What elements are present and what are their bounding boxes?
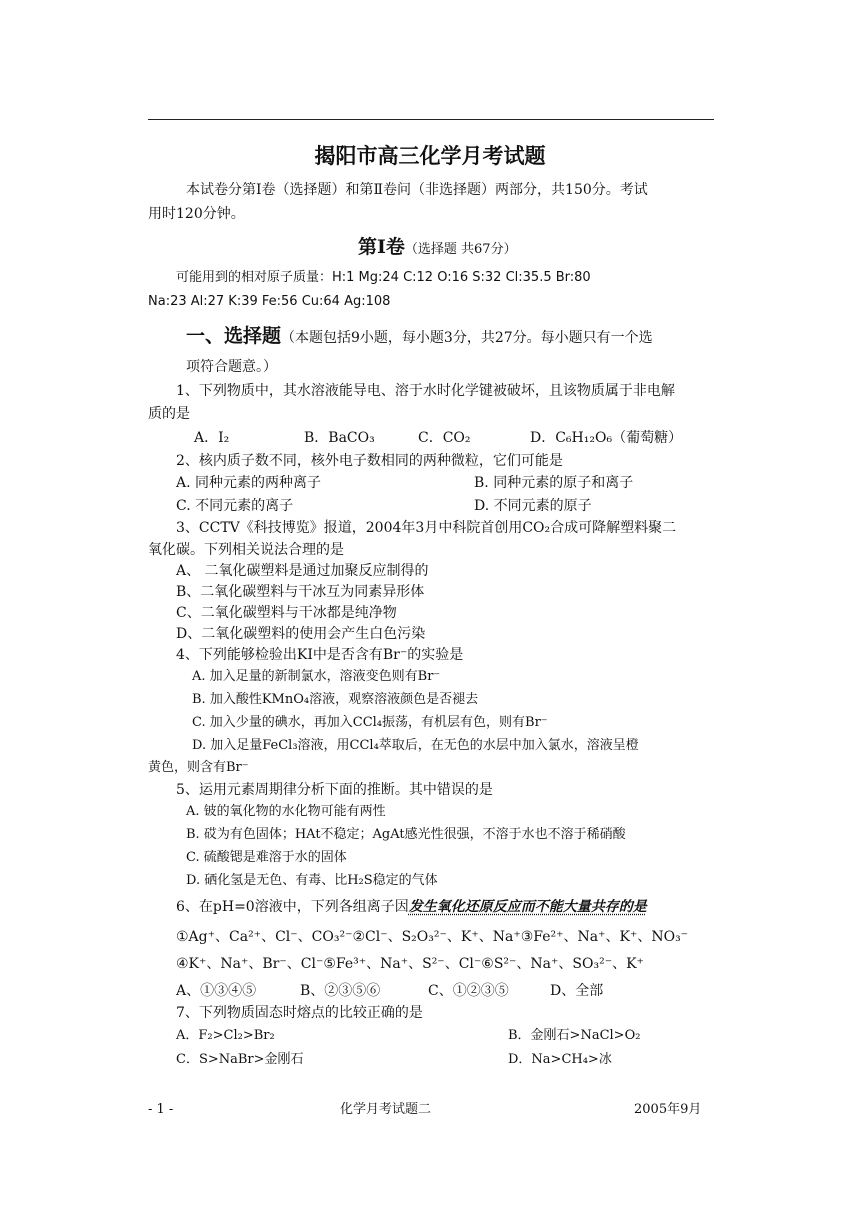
q6-stem-plain: 6、在pH=0溶液中，下列各组离子因 bbox=[176, 899, 409, 915]
q5-option-c: C. 硫酸锶是难溶于水的固体 bbox=[186, 850, 347, 865]
q3-option-c: C、二氧化碳塑料与干冰都是纯净物 bbox=[176, 605, 397, 621]
q6-option-d: D、全部 bbox=[550, 983, 604, 999]
q1-stem-1: 1、下列物质中，其水溶液能导电、溶于水时化学键被破坏，且该物质属于非电解 bbox=[176, 383, 675, 399]
footer-doc-name: 化学月考试题二 bbox=[340, 1102, 432, 1117]
q7-option-c: C．S>NaBr>金刚石 bbox=[176, 1052, 304, 1067]
q6-ion-groups-1: ①Ag⁺、Ca²⁺、Cl⁻、CO₃²⁻②Cl⁻、S₂O₃²⁻、K⁺、Na⁺③Fe²⁺、Na⁺、K⁺、NO₃⁻ bbox=[176, 929, 689, 945]
q6-stem bbox=[176, 898, 647, 916]
footer-page-number: - 1 - bbox=[148, 1102, 174, 1117]
q6-option-a: A、①③④⑤ bbox=[176, 983, 257, 999]
q3-stem-2: 氧化碳。下列相关说法合理的是 bbox=[148, 542, 344, 558]
q4-option-a: A. 加入足量的新制氯水，溶液变色则有Br⁻ bbox=[192, 669, 441, 684]
q3-option-d: D、二氧化碳塑料的使用会产生白色污染 bbox=[176, 626, 426, 642]
q2-stem: 2、核内质子数不同，核外电子数相同的两种微粒，它们可能是 bbox=[176, 453, 563, 469]
q7-option-a: A．F₂>Cl₂>Br₂ bbox=[176, 1028, 275, 1043]
atomic-masses-line-2: Na:23 Al:27 K:39 Fe:56 Cu:64 Ag:108 bbox=[148, 294, 391, 309]
section1-desc-1: （本题包括9小题，每小题3分，共27分。每小题只有一个选 bbox=[281, 330, 653, 346]
atomic-masses-line-1: 可能用到的相对原子质量：H:1 Mg:24 C:12 O:16 S:32 Cl:35.5 Br:80 bbox=[176, 270, 591, 285]
q4-option-d-1: D. 加入足量FeCl₃溶液，用CCl₄萃取后，在无色的水层中加入氯水，溶液呈橙 bbox=[192, 738, 639, 753]
section1-desc-2: 项符合题意。） bbox=[186, 359, 277, 375]
q2-option-a: A. 同种元素的两种离子 bbox=[176, 475, 322, 491]
q5-stem: 5、运用元素周期律分析下面的推断。其中错误的是 bbox=[176, 782, 493, 798]
footer-date: 2005年9月 bbox=[634, 1102, 702, 1117]
q7-stem: 7、下列物质固态时熔点的比较正确的是 bbox=[176, 1005, 423, 1021]
q3-stem-1: 3、CCTV《科技博览》报道，2004年3月中科院首创用CO₂合成可降解塑料聚二 bbox=[176, 520, 677, 536]
q4-option-b: B. 加入酸性KMnO₄溶液，观察溶液颜色是否褪去 bbox=[192, 692, 479, 707]
q1-option-a: A．I₂ bbox=[194, 430, 230, 446]
q6-option-c: C、①②③⑤ bbox=[428, 983, 509, 999]
q7-option-d: D．Na>CH₄>冰 bbox=[508, 1052, 612, 1067]
q1-option-c: C．CO₂ bbox=[418, 430, 471, 446]
q4-option-d-2: 黄色，则含有Br⁻ bbox=[148, 760, 249, 775]
volume1-title: 第Ⅰ卷 bbox=[358, 236, 405, 258]
exam-title: 揭阳市高三化学月考试题 bbox=[314, 144, 546, 168]
q6-ion-groups-2: ④K⁺、Na⁺、Br⁻、Cl⁻⑤Fe³⁺、Na⁺、S²⁻、Cl⁻⑥S²⁻、Na⁺、SO₃²⁻、K⁺ bbox=[176, 956, 644, 972]
volume1-subtitle: （选择题 共67分） bbox=[404, 242, 517, 257]
q6-stem-emphasis: 发生氧化还原反应而不能大量共存的是 bbox=[408, 899, 647, 915]
q1-option-d: D．C₆H₁₂O₆（葡萄糖） bbox=[530, 430, 683, 446]
q5-option-d: D. 硒化氢是无色、有毒、比H₂S稳定的气体 bbox=[186, 873, 438, 888]
volume1-heading bbox=[358, 234, 517, 263]
q4-option-c: C. 加入少量的碘水，再加入CCl₄振荡，有机层有色，则有Br⁻ bbox=[192, 715, 548, 730]
q2-option-b: B. 同种元素的原子和离子 bbox=[474, 475, 634, 491]
intro-line-2: 用时120分钟。 bbox=[148, 206, 245, 222]
section1-heading: 一、选择题 bbox=[186, 325, 282, 347]
q4-stem: 4、下列能够检验出KI中是否含有Br⁻的实验是 bbox=[176, 647, 464, 663]
q5-option-b: B. 砹为有色固体；HAt不稳定；AgAt感光性很强，不溶于水也不溶于稀硝酸 bbox=[186, 827, 626, 842]
q2-option-c: C. 不同元素的离子 bbox=[176, 498, 294, 514]
q1-option-b: B．BaCO₃ bbox=[304, 430, 375, 446]
q1-stem-2: 质的是 bbox=[148, 406, 190, 422]
q5-option-a: A. 铍的氧化物的水化物可能有两性 bbox=[186, 804, 386, 819]
q3-option-b: B、二氧化碳塑料与干冰互为同素异形体 bbox=[176, 584, 425, 600]
header-rule bbox=[148, 119, 714, 120]
section1-heading-line bbox=[186, 323, 653, 351]
q6-option-b: B、②③⑤⑥ bbox=[300, 983, 381, 999]
q3-option-a: A、 二氧化碳塑料是通过加聚反应制得的 bbox=[176, 563, 429, 579]
intro-line-1: 本试卷分第Ⅰ卷（选择题）和第Ⅱ卷问（非选择题）两部分，共150分。考试 bbox=[186, 182, 648, 198]
q2-option-d: D. 不同元素的原子 bbox=[474, 498, 592, 514]
q7-option-b: B．金刚石>NaCl>O₂ bbox=[508, 1028, 641, 1043]
